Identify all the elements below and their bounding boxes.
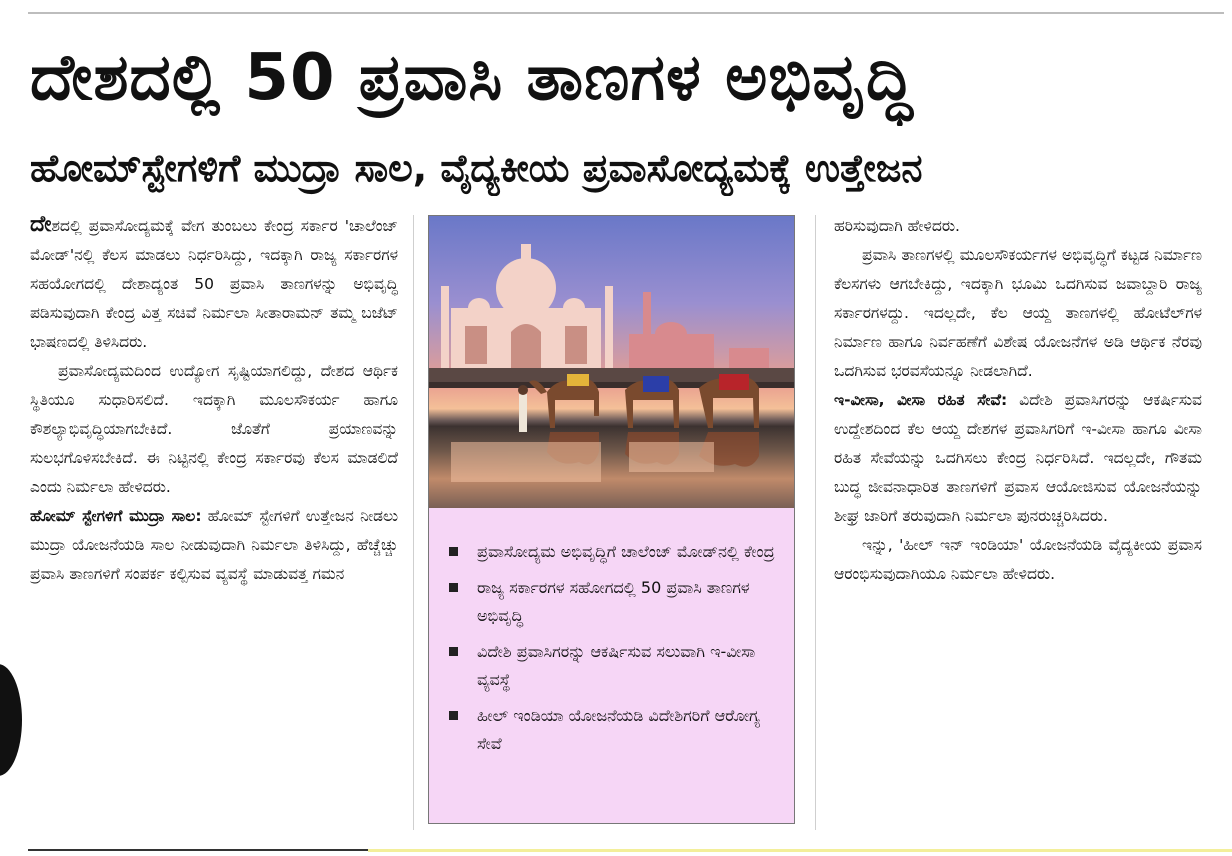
- highlight-text: ಪ್ರವಾಸೋದ್ಯಮ ಅಭಿವೃದ್ಧಿಗೆ ಚಾಲೆಂಜ್ ಮೋಡ್‌ನಲ್ಲಿ ಕೇಂದ್ರ: [477, 542, 775, 561]
- bottom-rule: [28, 849, 368, 851]
- column3-paragraph-3-text: ವಿದೇಶಿ ಪ್ರವಾಸಿಗರನ್ನು ಆಕರ್ಷಿಸುವ ಉದ್ದೇಶದಿಂದ ಕೆಲ ಆಯ್ದ ದೇಶಗಳ ಪ್ರವಾಸಿಗರಿಗೆ ಇ-ವೀಸಾ ಹಾಗೂ ವೀಸಾ ರಹಿತ ಸೇವೆಯನ್ನು ಒದಗಿಸಲು ಕೇಂದ್ರ ನಿರ್ಧರಿಸಿದೆ. ಇದಲ್ಲದೇ, ಗೌತಮ ಬುದ್ಧ ಜೀವನಾಧಾರಿತ ತಾಣಗಳಿಗೆ ಪ್ರವಾಸ ಆಯೋಜಿಸುವ ಯೋಜನೆಯನ್ನು ಶೀಘ್ರ ಜಾರಿಗೆ ತರುವುದಾಗಿ ನಿರ್ಮಲಾ ಪುನರುಚ್ಚರಿಸಿದರು.: [834, 391, 1202, 525]
- column-divider: [815, 215, 816, 830]
- square-bullet-icon: [449, 583, 458, 592]
- list-item: [445, 538, 780, 566]
- column1-paragraph-2: ಪ್ರವಾಸೋದ್ಯಮದಿಂದ ಉದ್ಯೋಗ ಸೃಷ್ಟಿಯಾಗಲಿದ್ದು, ದೇಶದ ಆರ್ಥಿಕ ಸ್ಥಿತಿಯೂ ಸುಧಾರಿಸಲಿದೆ. ಇದಕ್ಕಾಗಿ ಮೂಲಸೌಕರ್ಯ ಹಾಗೂ ಕೌಶಲ್ಯಾಭಿವೃದ್ಧಿಯಾಗಬೇಕಿದೆ. ಜೊತೆಗೆ ಪ್ರಯಾಣವನ್ನು ಸುಲಭಗೊಳಿಸಬೇಕಿದೆ. ಈ ನಿಟ್ಟಿನಲ್ಲಿ ಕೇಂದ್ರ ಸರ್ಕಾರವು ಕೆಲಸ ಮಾಡಲಿದೆ ಎಂದು ನಿರ್ಮಲಾ ಹೇಳಿದರು.: [30, 362, 398, 496]
- column1-paragraph-3: [30, 502, 398, 589]
- subheadline: ಹೋಮ್‌ಸ್ಟೇಗಳಿಗೆ ಮುದ್ರಾ ಸಾಲ, ವೈದ್ಯಕೀಯ ಪ್ರವಾಸೋದ್ಯಮಕ್ಕೆ ಉತ್ತೇಜನ: [30, 146, 923, 190]
- column1-subtitle-homestay: ಹೋಮ್ ಸ್ಟೇಗಳಿಗೆ ಮುದ್ರಾ ಸಾಲ:: [30, 507, 202, 525]
- highlight-text: ಹೀಲ್ ಇಂಡಿಯಾ ಯೋಜನೆಯಡಿ ವಿದೇಶಿಗರಿಗೆ ಆರೋಗ್ಯ ಸೇವೆ: [477, 706, 760, 753]
- column3-subtitle-evisa: ಇ-ವೀಸಾ, ವೀಸಾ ರಹಿತ ಸೇವೆ:: [834, 391, 1008, 409]
- highlight-text: ವಿದೇಶಿ ಪ್ರವಾಸಿಗರನ್ನು ಆಕರ್ಷಿಸುವ ಸಲುವಾಗಿ ಇ-ವೀಸಾ ವ್ಯವಸ್ಥೆ: [477, 642, 756, 689]
- taj-mahal-camels-photo: [429, 216, 794, 508]
- list-item: [445, 638, 780, 694]
- dropcap: ದೇ: [30, 212, 52, 237]
- column3-paragraph-3: [834, 386, 1202, 531]
- column3-paragraph-2: ಪ್ರವಾಸಿ ತಾಣಗಳಲ್ಲಿ ಮೂಲಸೌಕರ್ಯಗಳ ಅಭಿವೃದ್ಧಿಗೆ ಕಟ್ಟಡ ನಿರ್ಮಾಣ ಕೆಲಸಗಳು ಆಗಬೇಕಿದ್ದು, ಇದಕ್ಕಾಗಿ ಭೂಮಿ ಒದಗಿಸುವ ಜವಾಬ್ದಾರಿ ರಾಜ್ಯ ಸರ್ಕಾರಗಳದ್ದು. ಇದಲ್ಲದೇ, ಕೆಲ ಆಯ್ದ ತಾಣಗಳಲ್ಲಿ ಹೋಟೆಲ್‌ಗಳ ನಿರ್ಮಾಣ ಹಾಗೂ ನಿರ್ವಹಣೆಗೆ ವಿಶೇಷ ಯೋಜನೆಗಳ ಅಡಿ ಆರ್ಥಿಕ ನೆರವು ಒದಗಿಸುವ ಭರವಸೆಯನ್ನೂ ನೀಡಲಾಗಿದೆ.: [834, 246, 1202, 380]
- square-bullet-icon: [449, 647, 458, 656]
- square-bullet-icon: [449, 547, 458, 556]
- square-bullet-icon: [449, 711, 458, 720]
- column3-paragraph-4: ಇನ್ನು, 'ಹೀಲ್ ಇನ್ ಇಂಡಿಯಾ' ಯೋಜನೆಯಡಿ ವೈದ್ಯಕೀಯ ಪ್ರವಾಸ ಆರಂಭಿಸುವುದಾಗಿಯೂ ನಿರ್ಮಲಾ ಹೇಳಿದರು.: [834, 536, 1202, 583]
- column1-paragraph-1: [30, 210, 398, 357]
- list-item: [445, 702, 780, 758]
- highlights-box: [428, 215, 795, 824]
- list-item: [445, 574, 780, 630]
- highlights-list: [445, 538, 780, 766]
- headline: ದೇಶದಲ್ಲಿ 50 ಪ್ರವಾಸಿ ತಾಣಗಳ ಅಭಿವೃದ್ಧಿ: [30, 41, 914, 115]
- page-edge-mark: [0, 664, 22, 776]
- bottom-highlight-strip: [368, 849, 1232, 852]
- column3-paragraph-1: ಹರಿಸುವುದಾಗಿ ಹೇಳಿದರು.: [834, 217, 960, 235]
- column1-paragraph-1-text: ಶದಲ್ಲಿ ಪ್ರವಾಸೋದ್ಯಮಕ್ಕೆ ವೇಗ ತುಂಬಲು ಕೇಂದ್ರ ಸರ್ಕಾರ 'ಚಾಲೆಂಜ್ ಮೋಡ್'ನಲ್ಲಿ ಕೆಲಸ ಮಾಡಲು ನಿರ್ಧರಿಸಿದ್ದು, ಇದಕ್ಕಾಗಿ ರಾಜ್ಯ ಸರ್ಕಾರಗಳ ಸಹಯೋಗದಲ್ಲಿ ದೇಶಾದ್ಯಂತ 50 ಪ್ರವಾಸಿ ತಾಣಗಳನ್ನು ಅಭಿವೃದ್ಧಿ ಪಡಿಸುವುದಾಗಿ ಕೇಂದ್ರ ವಿತ್ತ ಸಚಿವೆ ನಿರ್ಮಲಾ ಸೀತಾರಾಮನ್ ತಮ್ಮ ಬಜೆಟ್ ಭಾಷಣದಲ್ಲಿ ತಿಳಿಸಿದರು.: [30, 217, 398, 351]
- highlight-text: ರಾಜ್ಯ ಸರ್ಕಾರಗಳ ಸಹೋಗದಲ್ಲಿ 50 ಪ್ರವಾಸಿ ತಾಣಗಳ ಅಭಿವೃದ್ಧಿ: [477, 578, 750, 625]
- article-column-1: [30, 210, 398, 830]
- column1-paragraph-3-text: ಹೋಮ್ ಸ್ಟೇಗಳಿಗೆ ಉತ್ತೇಜನ ನೀಡಲು ಮುದ್ರಾ ಯೋಜನೆಯಡಿ ಸಾಲ ನೀಡುವುದಾಗಿ ನಿರ್ಮಲಾ ತಿಳಿಸಿದ್ದು, ಹೆಚ್ಚೆಚ್ಚು ಪ್ರವಾಸಿ ತಾಣಗಳಿಗೆ ಸಂಪರ್ಕ ಕಲ್ಪಿಸುವ ವ್ಯವಸ್ಥೆ ಮಾಡುವತ್ತ ಗಮನ: [30, 507, 398, 583]
- article-column-3: [834, 212, 1202, 832]
- top-rule: [28, 12, 1224, 14]
- column-divider: [413, 215, 414, 830]
- photo-illustration: [429, 216, 794, 508]
